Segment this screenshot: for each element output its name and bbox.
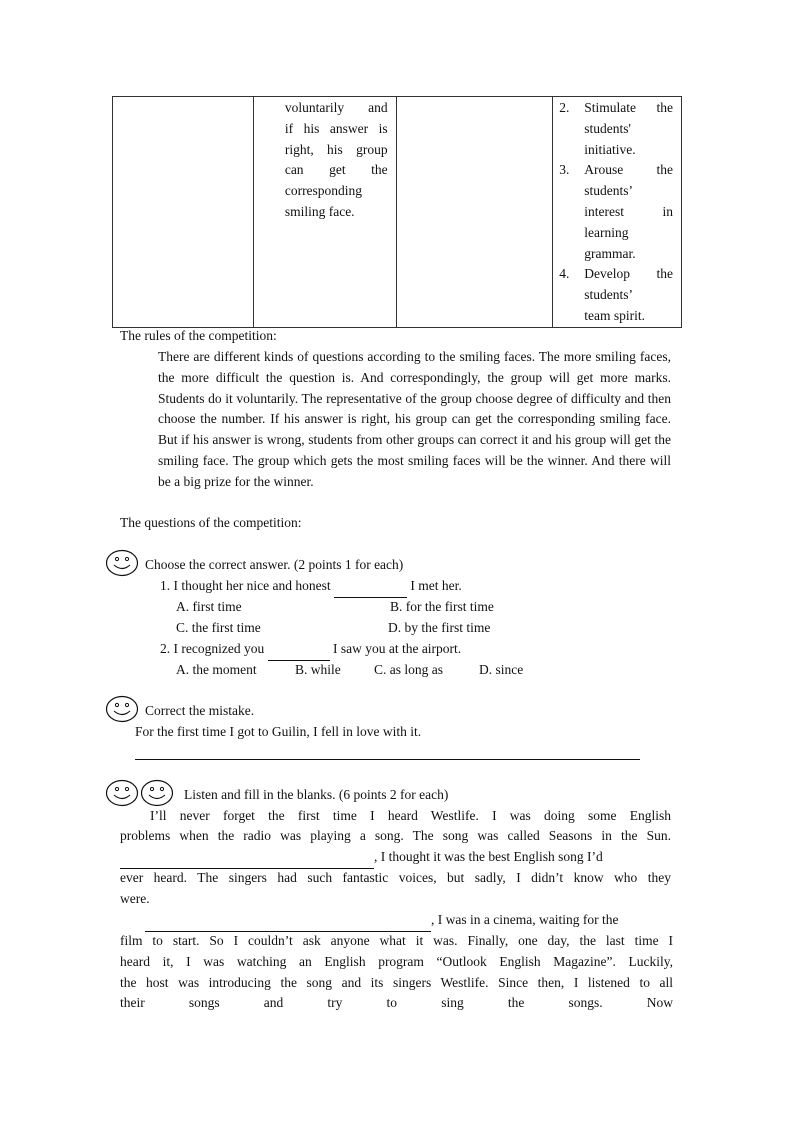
passage-line: problems when the radio was playing a song. The song was called Seasons in the Sun. xyxy=(120,828,671,843)
goal-text-line: team spirit. xyxy=(584,307,646,323)
passage-line: film to start. So I couldn’t ask anyone what it was. Finally, one day, the last time I xyxy=(120,933,673,948)
passage-line: their songs and try to sing the songs. Now xyxy=(120,995,673,1010)
questions-heading: The questions of the competition: xyxy=(120,515,302,530)
q1-option-c[interactable]: C. the first time xyxy=(176,620,261,635)
section1-title: Choose the correct answer. (2 points 1 for each) xyxy=(145,557,404,572)
q2-blank[interactable] xyxy=(268,639,330,661)
activity-text-line: smiling face. xyxy=(284,203,355,219)
table-cell-empty xyxy=(396,97,553,328)
goal-text-line: interest in xyxy=(584,203,673,219)
table-cell-activity xyxy=(253,97,396,328)
q1-option-b[interactable]: B. for the first time xyxy=(390,599,494,614)
listening-blank-2[interactable] xyxy=(145,910,431,932)
smiley-face-icon xyxy=(140,779,174,807)
goal-text-line: Arouse the xyxy=(584,162,673,178)
passage-line: I’ll never forget the first time I heard Westlife. I was doing some English xyxy=(150,808,671,823)
passage-line: heard it, I was watching an English program “Outlook English Magazine”. Luckily, xyxy=(120,954,673,969)
goals-list xyxy=(553,98,673,327)
section3-title: Listen and fill in the blanks. (6 points 2 for each) xyxy=(184,787,449,802)
goal-item xyxy=(553,98,673,160)
table-cell-stage xyxy=(113,97,254,328)
passage-text: , I thought it was the best English song I’d xyxy=(374,849,603,864)
activity-text-line: corresponding xyxy=(284,183,363,199)
mistake-sentence: For the first time I got to Guilin, I fell in love with it. xyxy=(135,724,422,739)
q2-option-d[interactable]: D. since xyxy=(479,662,524,677)
goal-text-line: learning xyxy=(584,224,629,240)
smiley-face-icon xyxy=(105,779,139,807)
passage-line: were. xyxy=(120,891,150,906)
goal-text-line: Stimulate the xyxy=(584,100,673,115)
rules-heading: The rules of the competition: xyxy=(120,328,277,343)
passage-line-with-blank xyxy=(120,847,675,869)
q1-blank[interactable] xyxy=(334,576,407,598)
q2-text-before: 2. I recognized you xyxy=(160,641,265,656)
activity-text-line: can get the xyxy=(284,162,388,178)
q1-text-before: 1. I thought her nice and honest xyxy=(160,578,331,593)
goal-number: 3. xyxy=(559,162,570,178)
listening-blank-1[interactable] xyxy=(120,847,374,869)
goal-text-line: initiative. xyxy=(584,141,636,157)
passage-line: the host was introducing the song and its singers Westlife. Since then, I listened to all xyxy=(120,975,673,990)
rules-text: There are different kinds of questions according to the smiling faces. The more smiling faces, the more difficult the question is. And correspondingly, the group will get more marks. Students do it voluntarily. The representative of the group choose degree of difficulty and then choose the number. If his answer is right, his group can get the corresponding smiling face. But if his answer is wrong, students from other groups can correct it and his group will get the smiling face. The group which gets the most smiling faces will be the winner. And there will be a big prize for the winner. xyxy=(158,349,671,489)
goal-text-line: Develop the xyxy=(584,266,673,282)
goal-number: 2. xyxy=(559,100,570,115)
lesson-plan-table xyxy=(112,96,682,328)
goal-item xyxy=(553,160,673,264)
goal-text-line: students’ xyxy=(584,183,634,199)
passage-line: ever heard. The singers had such fantastic voices, but sadly, I didn’t know who they xyxy=(120,870,671,885)
goal-text-line: students’ xyxy=(584,287,634,303)
goal-text-line: grammar. xyxy=(584,245,636,261)
smiley-face-icon xyxy=(105,695,139,723)
passage-text: , I was in a cinema, waiting for the xyxy=(431,912,619,927)
q2-option-a[interactable]: A. the moment xyxy=(176,662,257,677)
q2-option-b[interactable]: B. while xyxy=(295,662,341,677)
activity-text xyxy=(254,97,396,223)
question-1 xyxy=(160,576,462,598)
q2-option-c[interactable]: C. as long as xyxy=(374,662,443,677)
q1-text-after: I met her. xyxy=(410,578,462,593)
q1-option-d[interactable]: D. by the first time xyxy=(388,620,491,635)
q1-option-a[interactable]: A. first time xyxy=(176,599,242,614)
activity-text-line: voluntarily and xyxy=(284,100,388,115)
question-2 xyxy=(160,639,461,661)
table-cell-goals xyxy=(553,97,682,328)
section2-title: Correct the mistake. xyxy=(145,703,255,718)
goal-number: 4. xyxy=(559,266,570,282)
smiley-face-icon xyxy=(105,549,139,577)
activity-text-line: right, his group xyxy=(284,141,388,157)
q2-text-after: I saw you at the airport. xyxy=(332,641,462,656)
correction-answer-line[interactable] xyxy=(135,759,640,760)
goal-text-line: students' xyxy=(584,120,631,136)
activity-text-line: if his answer is xyxy=(284,120,388,136)
goal-item xyxy=(553,264,673,326)
passage-line-with-blank xyxy=(145,910,675,932)
